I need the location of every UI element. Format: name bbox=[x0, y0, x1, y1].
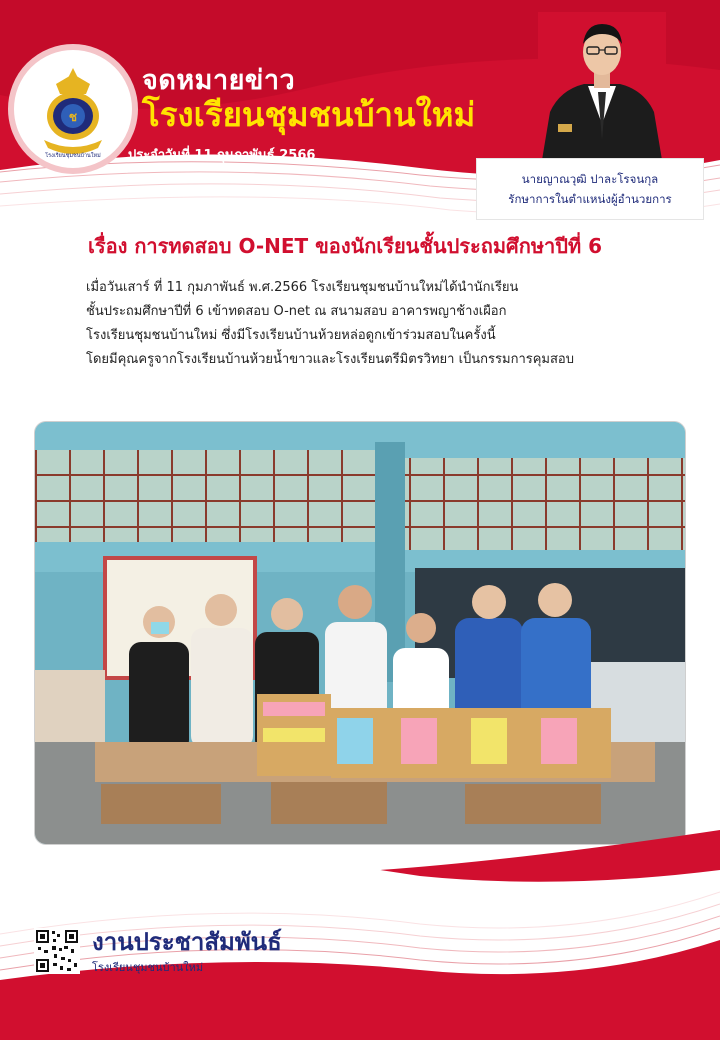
crest-icon bbox=[36, 64, 110, 160]
director-portrait bbox=[538, 12, 666, 160]
qr-code-icon bbox=[34, 928, 80, 974]
event-photo bbox=[34, 421, 686, 845]
newsletter-title: จดหมายข่าว bbox=[142, 65, 296, 96]
director-position: รักษาการในตำแหน่งผู้อำนวยการ bbox=[508, 192, 672, 206]
school-name: โรงเรียนชุมชนบ้านใหม่ bbox=[142, 95, 476, 134]
footer-school: โรงเรียนชุมชนบ้านใหม่ bbox=[92, 961, 204, 974]
footer-department: งานประชาสัมพันธ์ bbox=[92, 928, 282, 956]
article-line: โรงเรียนชุมชนบ้านใหม่ ซึ่งมีโรงเรียนบ้านห้วยหล่อดูกเข้าร่วมสอบในครั้งนี้ bbox=[86, 328, 496, 343]
director-name-card bbox=[476, 158, 704, 220]
issue-date: ประจำวันที่ 11 กุมภาพันธ์ 2566 bbox=[128, 148, 316, 163]
director-name: นายญาณวุฒิ ปาละโรจนกุล bbox=[521, 172, 659, 186]
school-logo bbox=[8, 44, 138, 174]
logo-caption: โรงเรียนชุมชนบ้านใหม่ bbox=[45, 153, 101, 159]
article-body bbox=[86, 276, 686, 372]
article-heading: เรื่อง การทดสอบ O-NET ของนักเรียนชั้นประถมศึกษาปีที่ 6 bbox=[88, 234, 603, 258]
article-line: เมื่อวันเสาร์ ที่ 11 กุมภาพันธ์ พ.ศ.2566 โรงเรียนชุมชนบ้านใหม่ได้นำนักเรียน bbox=[86, 280, 519, 295]
article-line: โดยมีคุณครูจากโรงเรียนบ้านห้วยน้ำขาวและโรงเรียนตรีมิตรวิทยา เป็นกรรมการคุมสอบ bbox=[86, 352, 574, 367]
svg-text:ช: ช bbox=[68, 110, 78, 124]
article-line: ชั้นประถมศึกษาปีที่ 6 เข้าทดสอบ O-net ณ สนามสอบ อาคารพญาช้างเผือก bbox=[86, 304, 507, 319]
